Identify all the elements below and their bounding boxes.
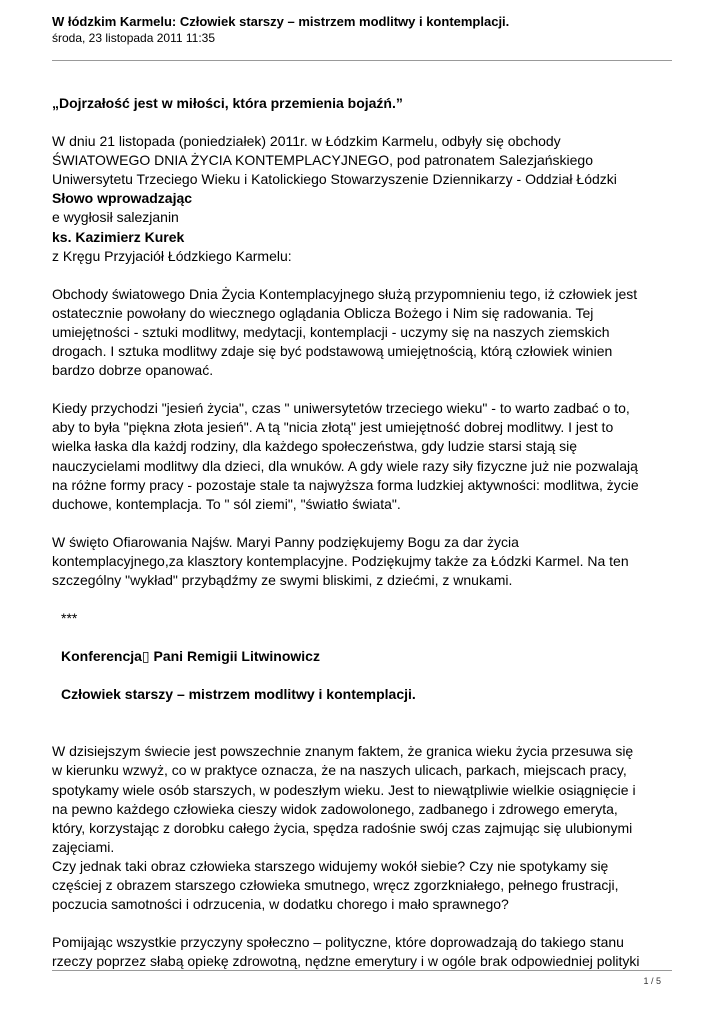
- text-line: ostatecznie powołany do wiecznego oglądania Oblicza Bożego i Nim się radowania. Tej: [52, 304, 594, 321]
- text-line: nauczycielami modlitwy dla dzieci, dla wnuków. A gdy wiele razy siły fizyczne już nie pozwalają: [52, 457, 638, 474]
- paragraph-3: [52, 533, 682, 590]
- text-line: który, korzystając z dorobku całego życia, spędza radośnie swój czas zajmując się ulubionymi: [52, 819, 633, 836]
- text-line: W święto Ofiarowania Najśw. Maryi Panny podziękujemy Bogu za dar życia: [52, 533, 519, 550]
- intro-line: e wygłosił salezjanin: [52, 209, 179, 226]
- paragraph-4: [52, 742, 682, 914]
- text-line: Czy jednak taki obraz człowieka starszego widujemy wokół siebie? Czy nie spotykamy się: [52, 857, 609, 874]
- conference-heading: Konferencja▯ Pani Remigii Litwinowicz: [61, 648, 320, 665]
- conference-title: Człowiek starszy – mistrzem modlitwy i kontemplacji.: [61, 686, 416, 703]
- article-date: środa, 23 listopada 2011 11:35: [52, 31, 216, 45]
- header-divider: [52, 60, 672, 61]
- text-line: zajęciami.: [52, 838, 115, 855]
- text-line: aby to była "piękna złota jesień". A tą "nicia złotą" jest umiejętność dobrej modlitwy. I jest to: [52, 419, 614, 436]
- text-line: szczególny "wykład" przybądźmy ze swymi bliskimi, z dziećmi, z wnukami.: [52, 571, 513, 588]
- text-line: w kierunku wzwyż, co w praktyce oznacza, że na naszych ulicach, parkach, miejscach pracy,: [52, 762, 627, 779]
- paragraph-5: [52, 933, 682, 971]
- speaker-name: ks. Kazimierz Kurek: [52, 228, 185, 245]
- footer-divider: [52, 970, 672, 971]
- intro-line: ŚWIATOWEGO DNIA ŻYCIA KONTEMPLACYJNEGO, pod patronatem Salezjańskiego: [52, 152, 593, 169]
- article-body: [52, 94, 682, 971]
- text-line: W dzisiejszym świecie jest powszechnie znanym faktem, że granica wieku życia przesuwa się: [52, 743, 634, 760]
- text-line: na pewno każdego człowieka cieszy widok zadowolonego, zadbanego i zdrowego emeryta,: [52, 800, 618, 817]
- text-line: drogach. I sztuka modlitwy zdaje się być podstawową umiejętnością, którą człowiek winien: [52, 343, 613, 360]
- page-header: [52, 13, 692, 46]
- text-line: Obchody światowego Dnia Życia Kontemplacyjnego służą przypomnieniu tego, iż człowiek jest: [52, 285, 638, 302]
- text-line: umiejętności - sztuki modlitwy, medytacji, kontemplacji - uczymy się na naszych ziemskich: [52, 323, 610, 340]
- text-line: duchowe, kontemplacja. To " sól ziemi", "światło świata".: [52, 495, 401, 512]
- intro-line: Uniwersytetu Trzeciego Wieku i Katolickiego Stowarzyszenie Dziennikarzy - Oddział Łódzki: [52, 171, 617, 188]
- text-line: na różne formy pracy - pozostaje stale ta najwyższa forma ludzkiej aktywności: modlitwa, życie: [52, 476, 639, 493]
- text-line: spotykamy wiele osób starszych, w podeszłym wieku. Jest to niewątpliwie wielkie osiągnięcie i: [52, 781, 636, 798]
- text-line: rzeczy poprzez słabą opiekę zdrowotną, nędzne emerytury i w ogóle brak odpowiedniej polityki: [52, 953, 640, 970]
- text-line: bardzo dobrze opanować.: [52, 362, 214, 379]
- text-line: Pomijając wszystkie przyczyny społeczno – polityczne, które doprowadzają do takiego stanu: [52, 934, 624, 951]
- paragraph-2: [52, 399, 682, 514]
- motto-quote: „Dojrzałość jest w miłości, która przemienia bojaźń.”: [52, 95, 403, 111]
- text-line: wielka łaska dla każdj rodziny, dla każdego społeczeństwa, gdy ludzie starsi stają się: [52, 438, 578, 455]
- text-line: Kiedy przychodzi "jesień życia", czas " uniwersytetów trzeciego wieku" - to warto zadbać o to,: [52, 400, 630, 417]
- section-separator: ***: [61, 610, 78, 627]
- paragraph-1: [52, 285, 682, 380]
- intro-bold-line: Słowo wprowadzając: [52, 190, 193, 207]
- article-title: W łódzkim Karmelu: Człowiek starszy – mistrzem modlitwy i kontemplacji.: [52, 14, 510, 29]
- intro-line: z Kręgu Przyjaciół Łódzkiego Karmelu:: [52, 247, 292, 264]
- intro-line: W dniu 21 listopada (poniedziałek) 2011r. w Łódzkim Karmelu, odbyły się obchody: [52, 133, 561, 150]
- page-number: 1 / 5: [643, 976, 661, 986]
- text-line: częściej z obrazem starszego człowieka smutnego, wręcz zgorzkniałego, pełnego frustracji,: [52, 877, 619, 893]
- text-line: poczucia samotności i odrzucenia, w dodatku chorego i mało sprawnego?: [52, 896, 509, 913]
- text-line: kontemplacyjnego,za klasztory kontemplacyjne. Podziękujmy także za Łódzki Karmel. Na ten: [52, 552, 629, 569]
